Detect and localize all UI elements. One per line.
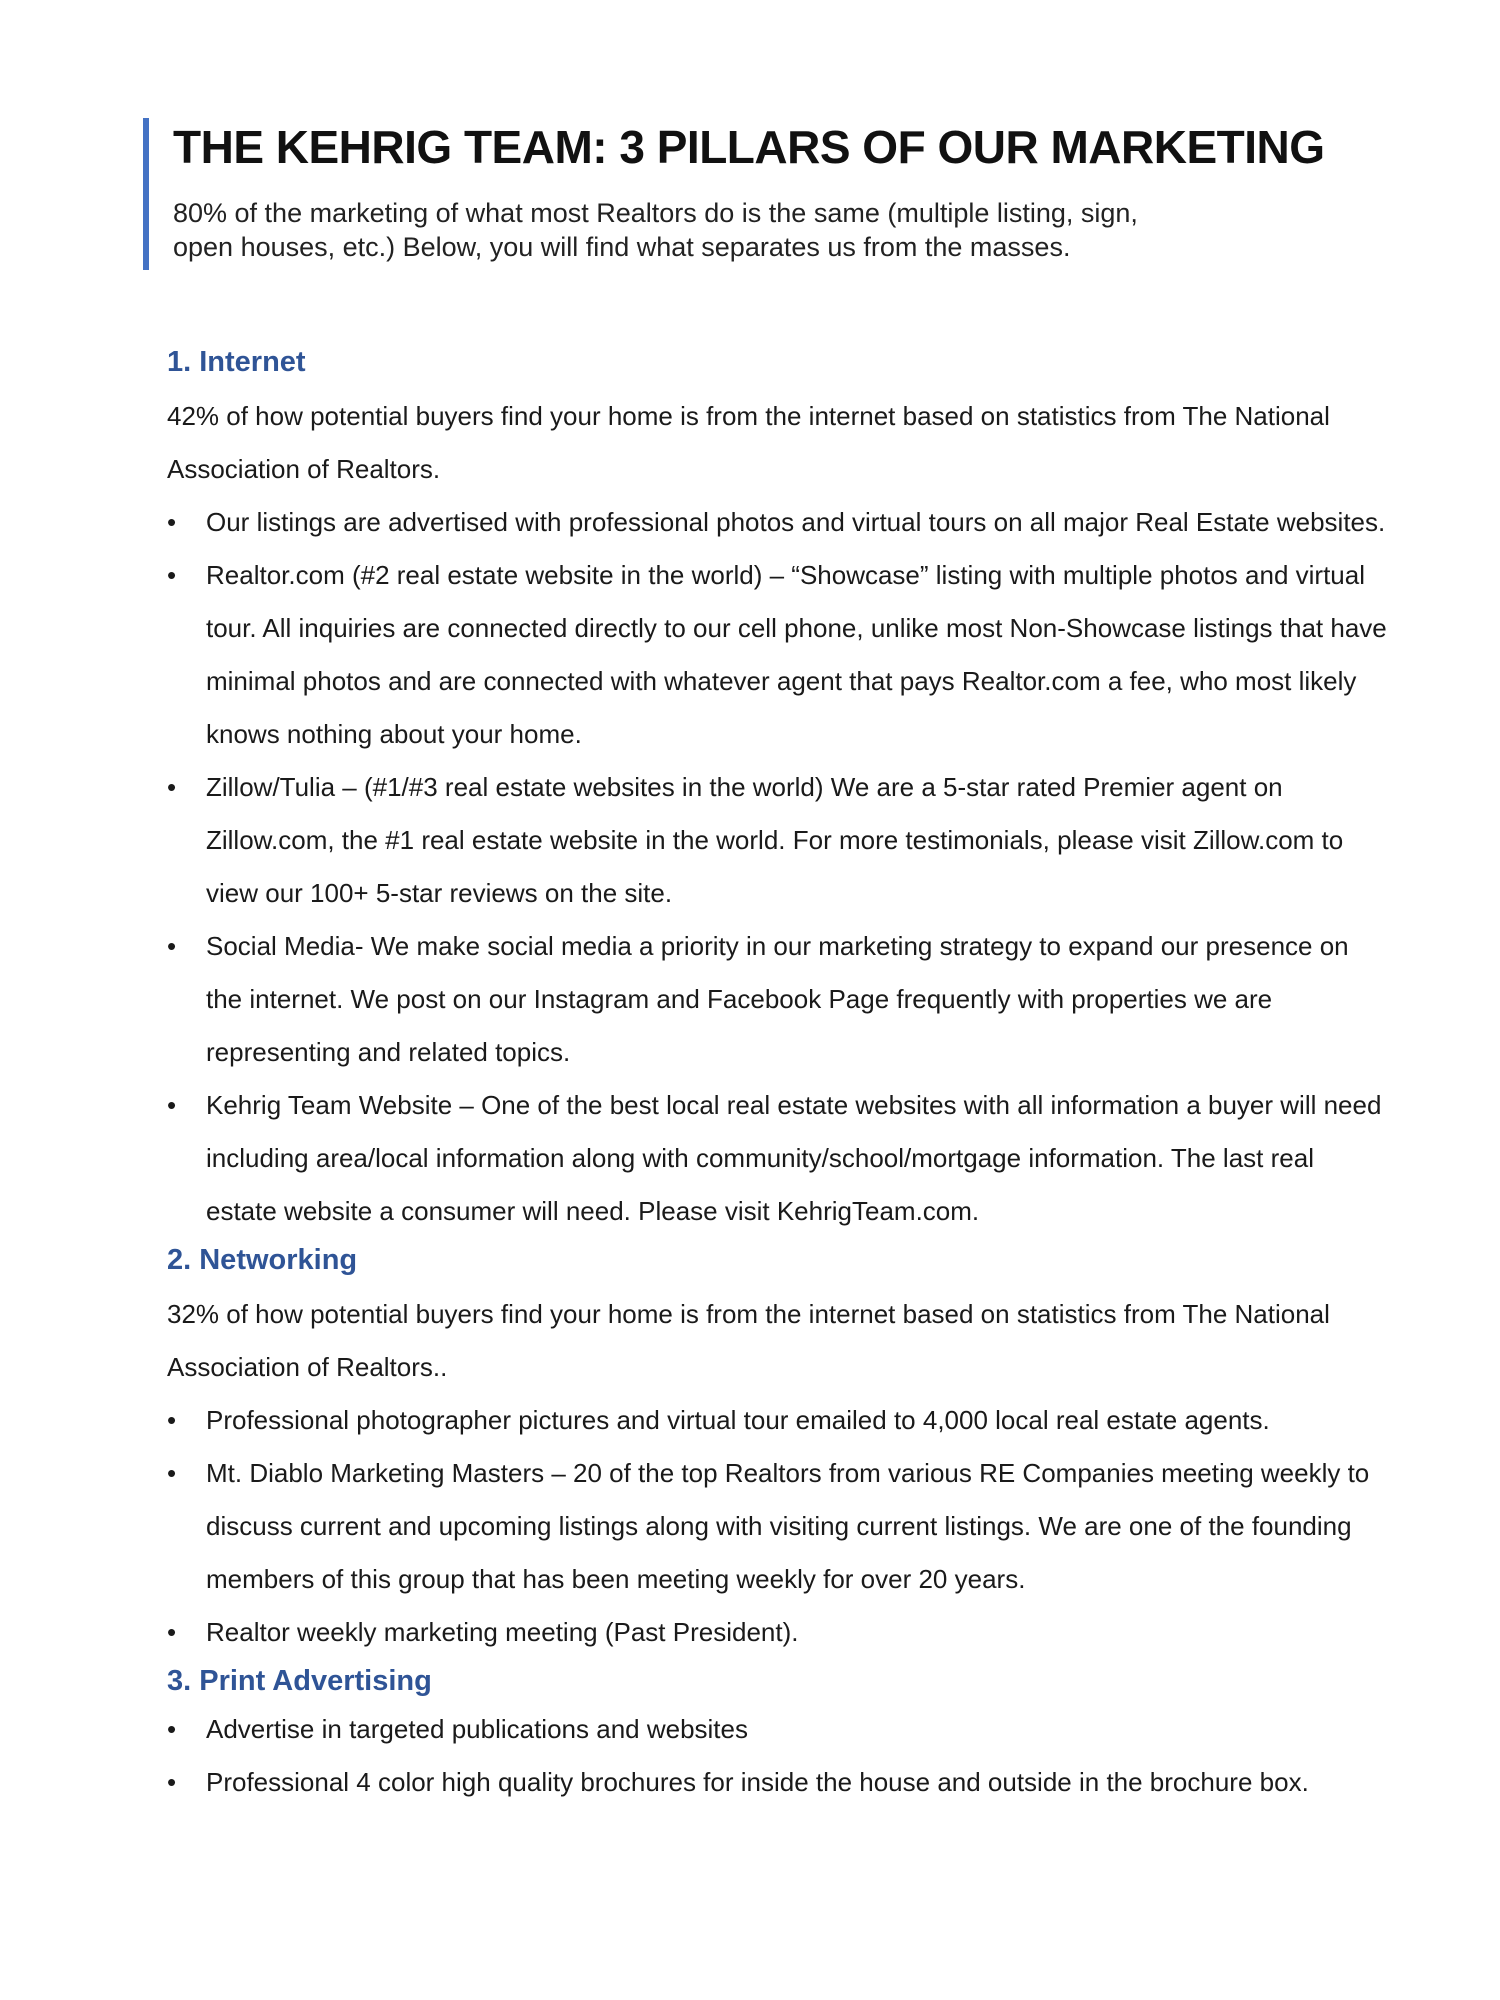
bullet-dot-icon: •: [167, 772, 177, 802]
bullet-dot-icon: •: [167, 1090, 177, 1120]
list-item-text: Advertise in targeted publications and websites: [206, 1714, 748, 1744]
intro-paragraph: 80% of the marketing of what most Realtors do is the same (multiple listing, sign, open houses, etc.) Below, you will find what separates us from the masses.: [173, 198, 1138, 262]
bullet-dot-icon: •: [167, 1617, 177, 1647]
bullet-dot-icon: •: [167, 507, 177, 537]
section-paragraph: 32% of how potential buyers find your home is from the internet based on statistics from The National Association of Realtors..: [167, 1299, 1330, 1382]
list-item-text: Professional photographer pictures and virtual tour emailed to 4,000 local real estate agents.: [206, 1405, 1270, 1435]
list-item-text: Zillow/Tulia – (#1/#3 real estate websites in the world) We are a 5-star rated Premier agent on Zillow.com, the #1 real estate website in the world. For more testimonials, please visit Zillow.com to view our 100+ 5-star reviews on the site.: [206, 772, 1344, 908]
bullet-list: [167, 496, 1387, 1238]
bullet-dot-icon: •: [167, 1405, 177, 1435]
list-item: [167, 920, 1387, 1079]
bullet-dot-icon: •: [167, 1458, 177, 1488]
section-heading: 3. Print Advertising: [167, 1665, 432, 1697]
list-item-text: Mt. Diablo Marketing Masters – 20 of the top Realtors from various RE Companies meeting weekly to discuss current and upcoming listings along with visiting current listings. We are one of the founding members of this group that has been meeting weekly for over 20 years.: [206, 1458, 1370, 1594]
section-internet: [167, 340, 1387, 1238]
list-item: [167, 761, 1387, 920]
list-item: [167, 1079, 1387, 1238]
bullet-dot-icon: •: [167, 931, 177, 961]
document-body: [167, 340, 1387, 1809]
bullet-dot-icon: •: [167, 1767, 177, 1797]
section-networking: [167, 1238, 1387, 1659]
page-title: THE KEHRIG TEAM: 3 PILLARS OF OUR MARKETING: [173, 121, 1325, 173]
list-item: [167, 496, 1387, 549]
list-item: [167, 1394, 1387, 1447]
section-print-advertising: [167, 1659, 1387, 1809]
list-item: [167, 549, 1387, 761]
section-heading: 2. Networking: [167, 1244, 358, 1276]
bullet-dot-icon: •: [167, 1714, 177, 1744]
list-item-text: Professional 4 color high quality brochures for inside the house and outside in the brochure box.: [206, 1767, 1309, 1797]
list-item: [167, 1756, 1387, 1809]
title-block: [143, 118, 1323, 270]
list-item-text: Social Media- We make social media a priority in our marketing strategy to expand our presence on the internet. We post on our Instagram and Facebook Page frequently with properties we are representing and related topics.: [206, 931, 1349, 1067]
list-item-text: Realtor weekly marketing meeting (Past President).: [206, 1617, 799, 1647]
section-heading: 1. Internet: [167, 346, 306, 378]
list-item: [167, 1703, 1387, 1756]
list-item: [167, 1606, 1387, 1659]
list-item-text: Realtor.com (#2 real estate website in the world) – “Showcase” listing with multiple photos and virtual tour. All inquiries are connected directly to our cell phone, unlike most Non-Showcase listings that have minimal photos and are connected with whatever agent that pays Realtor.com a fee, who most likely knows nothing about your home.: [206, 560, 1387, 749]
section-paragraph: 42% of how potential buyers find your home is from the internet based on statistics from The National Association of Realtors.: [167, 401, 1330, 484]
bullet-list: [167, 1703, 1387, 1809]
list-item-text: Kehrig Team Website – One of the best local real estate websites with all information a buyer will need including area/local information along with community/school/mortgage information. The last real estate website a consumer will need. Please visit KehrigTeam.com.: [206, 1090, 1382, 1226]
bullet-dot-icon: •: [167, 560, 177, 590]
list-item-text: Our listings are advertised with professional photos and virtual tours on all major Real Estate websites.: [206, 507, 1386, 537]
list-item: [167, 1447, 1387, 1606]
bullet-list: [167, 1394, 1387, 1659]
